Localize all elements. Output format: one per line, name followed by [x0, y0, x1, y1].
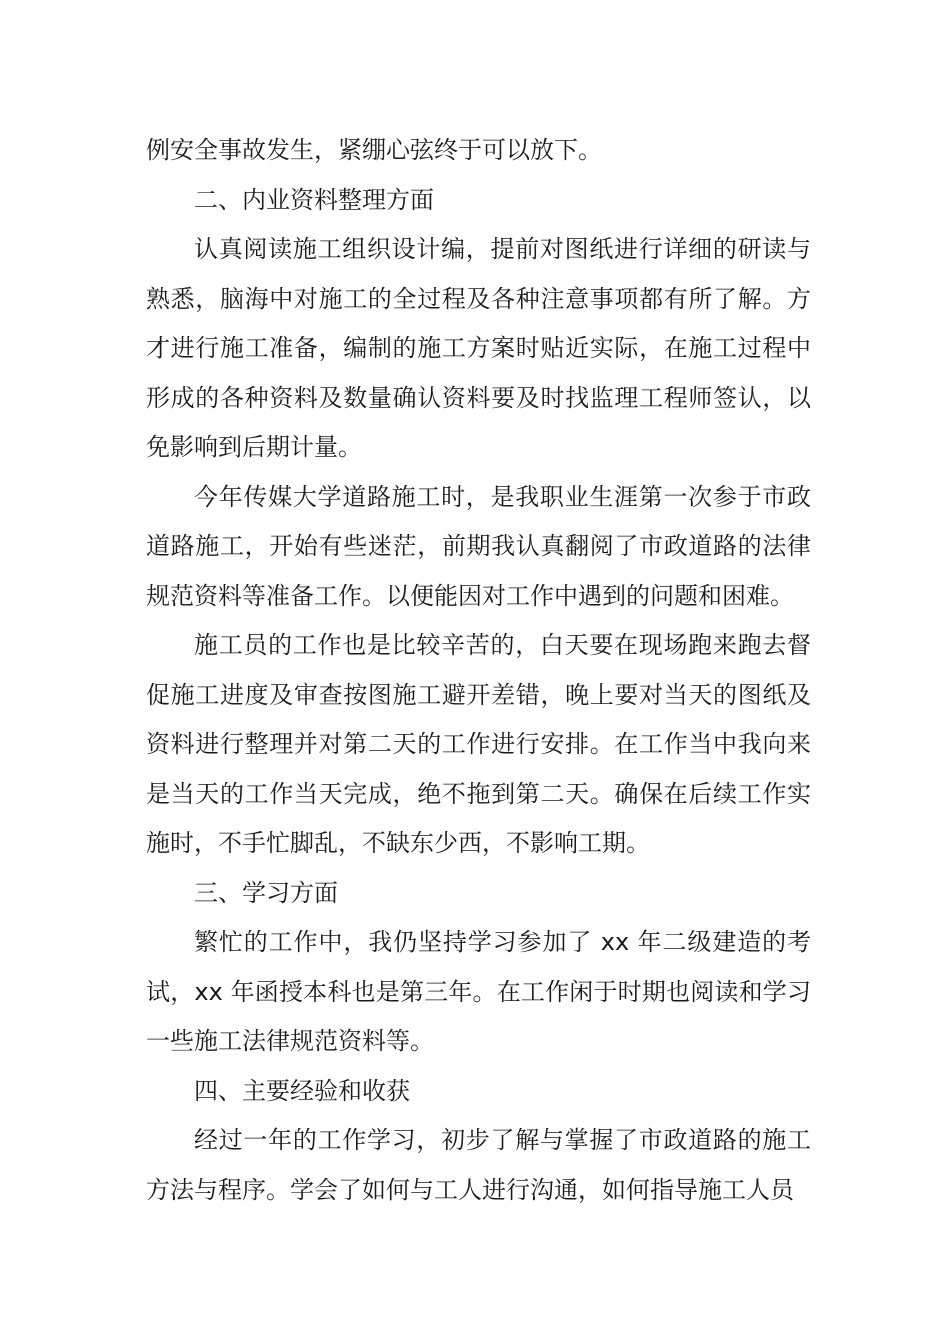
- paragraph-road-construction: 今年传媒大学道路施工时，是我职业生涯第一次参于市政道路施工，开始有些迷茫，前期我认真翻阅了市政道路的法律规范资料等准备工作。以便能因对工作中遇到的问题和困难。: [146, 482, 811, 610]
- section-heading-experience: 四、主要经验和收获: [194, 1076, 410, 1105]
- document-body: [146, 126, 811, 1215]
- paragraph-study: 繁忙的工作中，我仍坚持学习参加了 xx 年二级建造的考试，xx 年函授本科也是第三年。在工作闲于时期也阅读和学习一些施工法律规范资料等。: [146, 928, 811, 1055]
- paragraph-construction-worker: 施工员的工作也是比较辛苦的，白天要在现场跑来跑去督促施工进度及审查按图施工避开差错，晚上要对当天的图纸及资料进行整理并对第二天的工作进行安排。在工作当中我向来是当天的工作当天完成，绝不拖到第二天。确保在后续工作实施时，不手忙脚乱，不缺东少西，不影响工期。: [146, 631, 811, 857]
- paragraph-construction-design: 认真阅读施工组织设计编，提前对图纸进行详细的研读与熟悉，脑海中对施工的全过程及各种注意事项都有所了解。方才进行施工准备，编制的施工方案时贴近实际，在施工过程中形成的各种资料及数量确认资料要及时找监理工程师签认，以免影响到后期计量。: [146, 235, 811, 461]
- paragraph-safety-continuation: 例安全事故发生，紧绷心弦终于可以放下。: [146, 136, 602, 164]
- section-heading-study: 三、学习方面: [194, 878, 338, 907]
- paragraph-experience: 经过一年的工作学习，初步了解与掌握了市政道路的施工方法与程序。学会了如何与工人进行沟通，如何指导施工人员: [146, 1126, 811, 1204]
- section-heading-internal-documents: 二、内业资料整理方面: [194, 185, 434, 214]
